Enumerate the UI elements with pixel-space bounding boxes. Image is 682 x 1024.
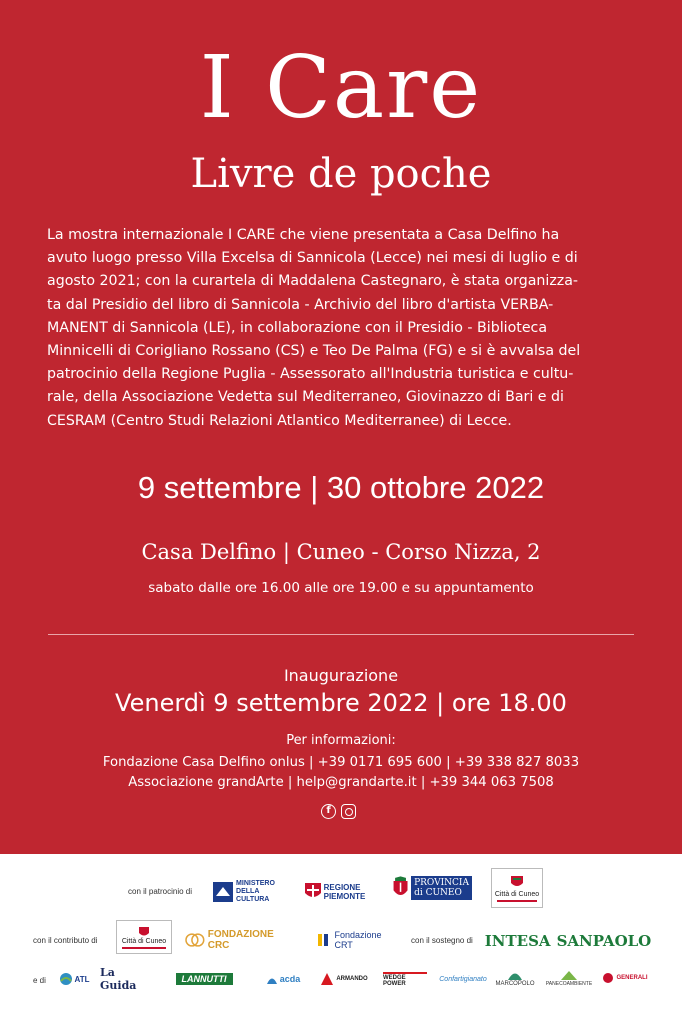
logo-text: DELLA: [236, 888, 260, 895]
description-line: patrocinio della Regione Puglia - Assessorato all'Industria turistica e cultu-: [47, 366, 574, 383]
description-line: agosto 2021; con la curartela di Maddalena Castegnaro, è stata organizza-: [47, 273, 579, 290]
marcopolo-logo: [492, 964, 538, 992]
logo-text: WEDGE POWER: [383, 972, 427, 987]
provincia-crest-icon: [392, 873, 409, 903]
logo-underline: [497, 900, 537, 902]
lannutti-logo: [162, 970, 246, 988]
acda-logo: [260, 968, 306, 990]
paneco-icon: [560, 969, 578, 981]
wedge-power-logo: [383, 968, 427, 990]
logo-text: MARCOPOLO: [495, 981, 535, 987]
logo-text: GENERALI: [616, 975, 648, 981]
description-line: ta dal Presidio del libro di Sannicola - Archivio del libro d'artista VERBA-: [47, 296, 554, 313]
inauguration-date: Venerdì 9 settembre 2022 | ore 18.00: [115, 689, 567, 717]
logo-text: acda: [279, 974, 301, 984]
logo-text: Città di Cuneo: [494, 890, 540, 898]
info-line-2: Associazione grandArte | help@grandarte.it | +39 344 063 7508: [128, 775, 554, 790]
logo-text: Confartigianato: [439, 975, 487, 983]
fondazione-crc-logo: [185, 930, 297, 950]
logo-text: Fondazione: [334, 930, 382, 940]
crt-mark-icon: [318, 932, 330, 948]
logo-text: PROVINCIA: [414, 878, 469, 888]
ministero-icon: [213, 882, 233, 902]
logo-text: LANNUTTI: [176, 973, 233, 985]
facebook-icon[interactable]: f: [321, 804, 336, 819]
description-line: La mostra internazionale I CARE che viene presentata a Casa Delfino ha: [47, 227, 560, 243]
info-line-1: Fondazione Casa Delfino onlus | +39 0171 695 600 | +39 338 827 8033: [102, 755, 580, 770]
crc-rings-icon: [185, 932, 205, 948]
logo-text: CULTURA: [236, 896, 270, 903]
provincia-cuneo-logo: [392, 870, 472, 906]
regione-piemonte-logo: [300, 881, 370, 903]
acda-icon: [266, 973, 278, 985]
info-title: Per informazioni:: [286, 733, 396, 748]
logo-text: INTESA: [484, 932, 551, 950]
citta-cuneo-logo-2: [116, 920, 172, 954]
armando-group-logo: [318, 968, 370, 990]
description-line: rale, della Associazione Vedetta sul Mediterraneo, Giovinazzo di Bari e di: [47, 389, 564, 406]
description-line: Minnicelli di Corigliano Rossano (CS) e Teo De Palma (FG) e si è avvalsa del: [47, 343, 581, 360]
logo-text: ARMANDO: [336, 976, 368, 982]
logo-text: PIEMONTE: [323, 892, 366, 901]
logo-text: di CUNEO: [414, 888, 462, 898]
opening-hours: sabato dalle ore 16.00 alle ore 19.00 e su appuntamento: [148, 580, 534, 596]
logo-text: FONDAZIONE CRC: [207, 929, 274, 951]
poster-subtitle: Livre de poche: [190, 151, 492, 197]
divider: [48, 634, 634, 635]
confartigianato-logo: [436, 968, 490, 990]
citta-crest-icon: [138, 926, 150, 938]
instagram-icon[interactable]: [341, 804, 356, 819]
logo-text: Città di Cuneo: [121, 937, 167, 945]
venue: Casa Delfino | Cuneo - Corso Nizza, 2: [141, 540, 541, 564]
regione-shield-icon: [305, 883, 321, 901]
description-line: CESRAM (Centro Studi Relazioni Atlantico Mediterranee) di Lecce.: [47, 412, 512, 429]
description: [47, 224, 637, 433]
citta-cuneo-logo: [491, 868, 543, 908]
social-links: [321, 804, 356, 819]
atl-icon: [59, 972, 73, 986]
logo-text: PANECOAMBIENTE: [545, 981, 593, 987]
marcopolo-icon: [507, 969, 523, 981]
atl-logo: [56, 970, 92, 988]
armando-icon: [320, 972, 334, 986]
panecoambiente-logo: [543, 964, 595, 992]
inauguration-label: Inaugurazione: [283, 666, 399, 685]
poster-title: I Care: [199, 38, 483, 138]
patrocinio-label: con il patrocinio di: [128, 887, 193, 896]
fondazione-crt-logo: [310, 928, 390, 952]
citta-crest-icon: [510, 875, 524, 889]
generali-lion-icon: [602, 972, 614, 984]
logo-text: SANPAOLO: [556, 932, 652, 950]
logo-text: REGIONE: [323, 883, 361, 892]
contributo-label: con il contributo di: [33, 936, 98, 945]
logo-text: La Guida: [100, 966, 137, 992]
e-label: e di: [33, 976, 46, 985]
la-guida-logo: [100, 966, 150, 992]
intesa-sanpaolo-logo: [486, 930, 650, 952]
logo-text: CRT: [334, 940, 353, 950]
description-line: MANENT di Sannicola (LE), in collaborazione con il Presidio - Biblioteca: [47, 319, 548, 336]
description-line: avuto luogo presso Villa Excelsa di Sannicola (Lecce) nei mesi di luglio e di: [47, 250, 578, 267]
sponsors-panel: [0, 854, 682, 1024]
sostegno-label: con il sostegno di: [411, 936, 473, 945]
exhibition-dates: 9 settembre | 30 ottobre 2022: [137, 470, 545, 505]
ministero-cultura-logo: [209, 879, 279, 905]
generali-logo: [600, 966, 650, 990]
logo-text: ATL: [74, 974, 90, 984]
logo-text: MINISTERO: [236, 880, 275, 887]
logo-underline: [122, 947, 166, 949]
